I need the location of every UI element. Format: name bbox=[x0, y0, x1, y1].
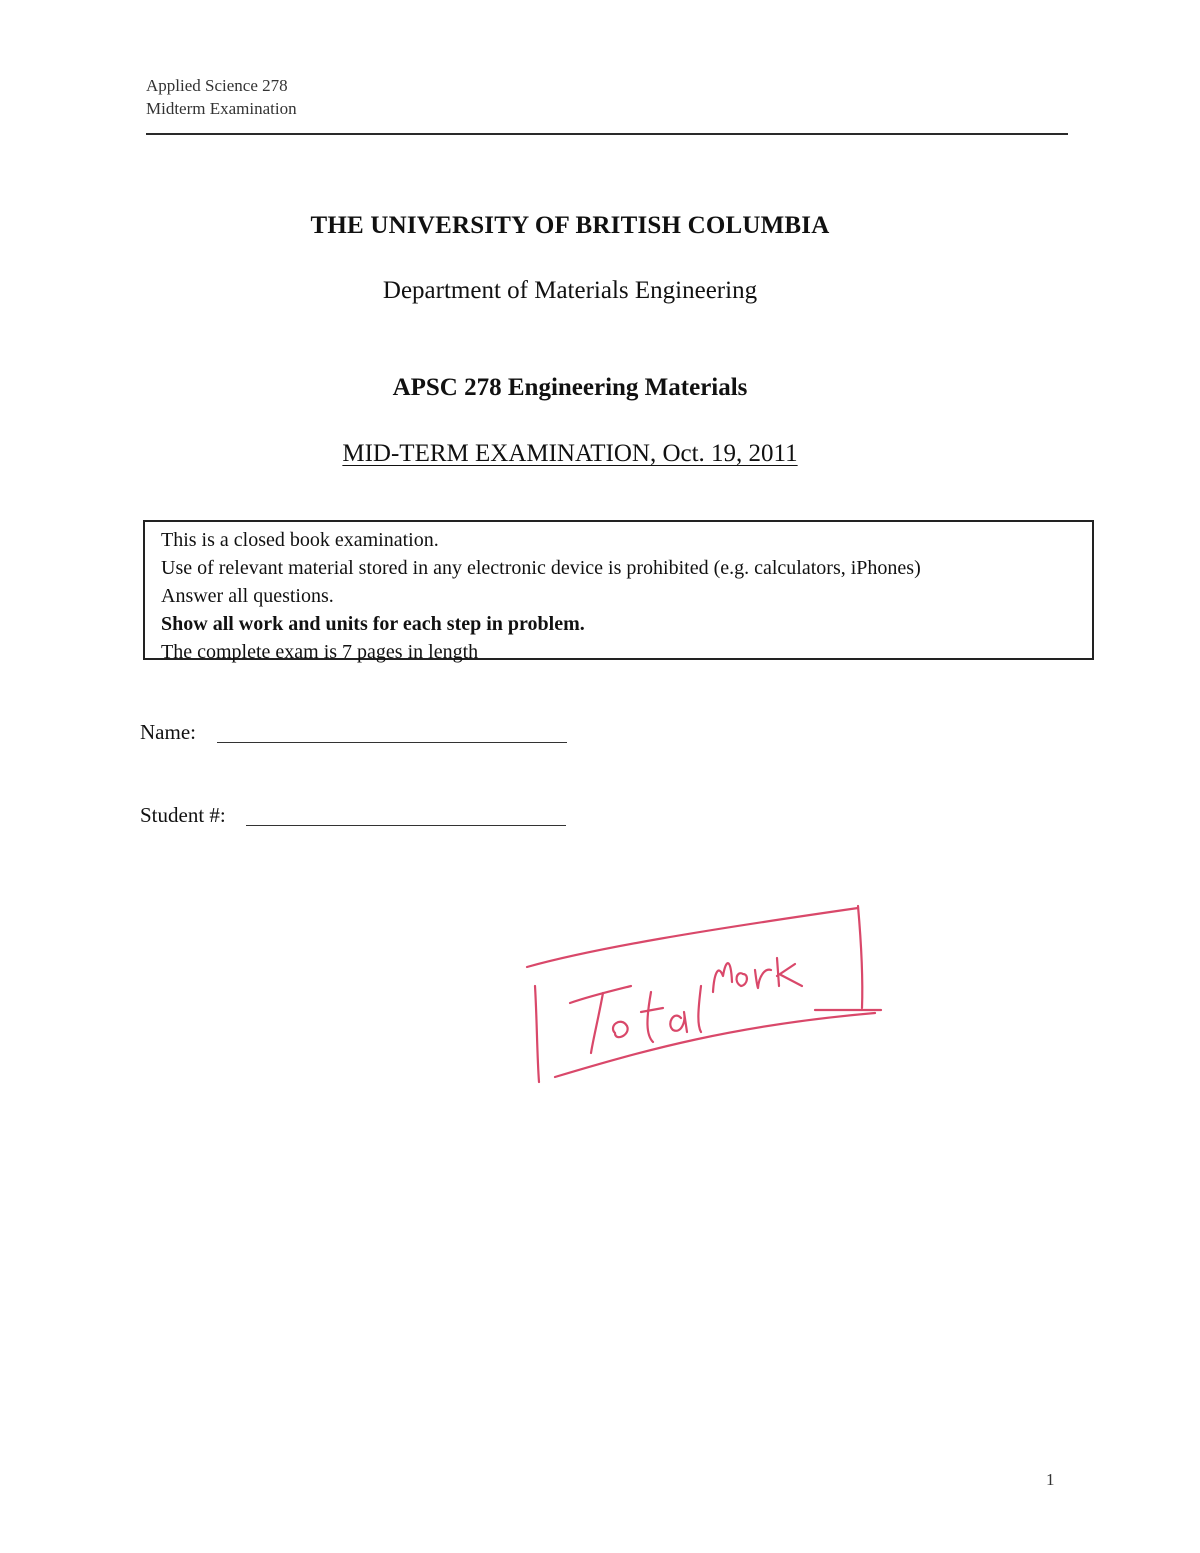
header-exam-line: Midterm Examination bbox=[146, 99, 297, 118]
instruction-electronic-devices: Use of relevant material stored in any electronic device is prohibited (e.g. calculators, iPhones) bbox=[161, 557, 921, 579]
instruction-show-work: Show all work and units for each step in problem. bbox=[161, 613, 585, 635]
department-title: Department of Materials Engineering bbox=[382, 277, 758, 304]
student-number-label: Student #: bbox=[140, 803, 226, 827]
instruction-answer-all: Answer all questions. bbox=[161, 585, 334, 607]
name-field bbox=[140, 720, 196, 745]
header-rule bbox=[146, 133, 1068, 135]
running-header bbox=[146, 74, 297, 120]
handwritten-total-mark-box bbox=[515, 900, 890, 1095]
instruction-page-count: The complete exam is 7 pages in length bbox=[161, 641, 479, 663]
exam-title: MID-TERM EXAMINATION, Oct. 19, 2011 bbox=[342, 440, 798, 467]
student-number-field bbox=[140, 803, 226, 828]
course-title: APSC 278 Engineering Materials bbox=[392, 374, 748, 401]
name-blank-line[interactable] bbox=[217, 742, 567, 743]
university-title: THE UNIVERSITY OF BRITISH COLUMBIA bbox=[310, 212, 830, 239]
header-course-line: Applied Science 278 bbox=[146, 76, 288, 95]
page-number: 1 bbox=[1046, 1470, 1055, 1489]
name-label: Name: bbox=[140, 720, 196, 744]
student-number-blank-line[interactable] bbox=[246, 825, 566, 826]
instructions-box bbox=[143, 520, 1094, 663]
instruction-closed-book: This is a closed book examination. bbox=[161, 529, 439, 551]
